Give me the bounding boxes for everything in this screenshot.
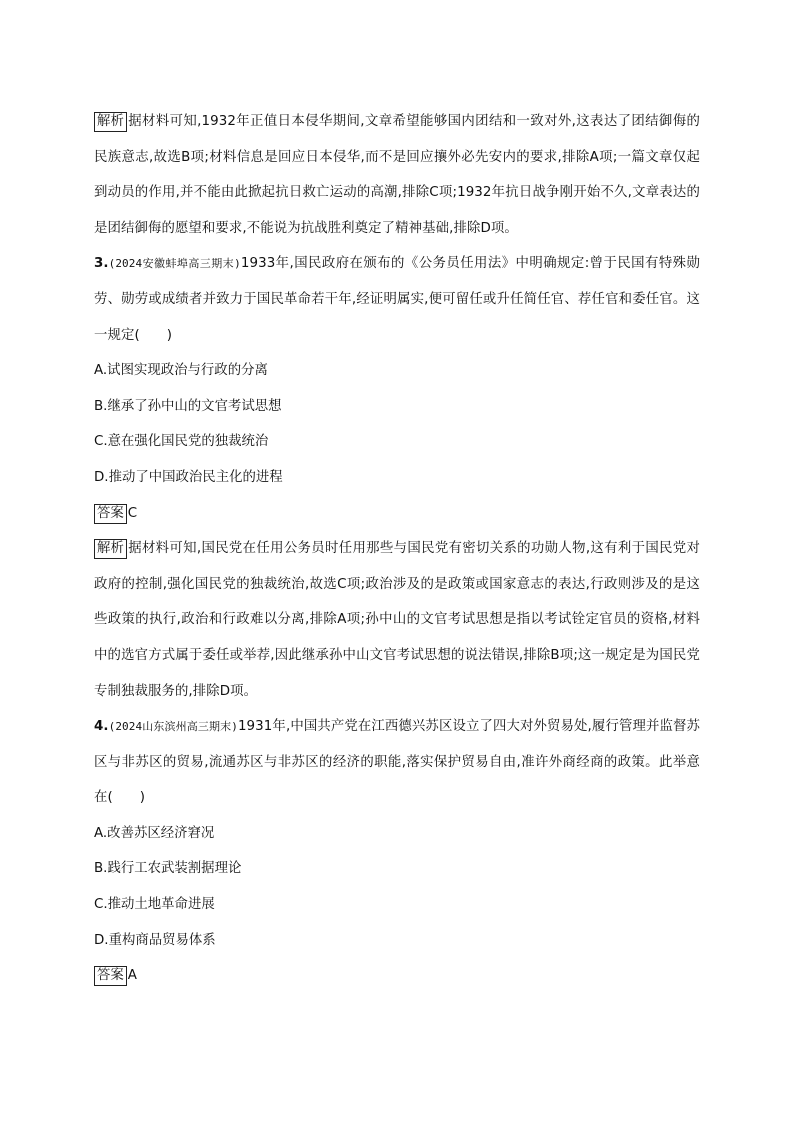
option-c: C.意在强化国民党的独裁统治 (94, 434, 269, 450)
question-number: 4. (94, 719, 109, 735)
analysis-text: 据材料可知,国民党在任用公务员时任用那些与国民党有密切关系的功勋人物,这有利于国民党对政府的控制,强化国民党的独裁统治,故选C项;政治涉及的是政策或国家意志的表达,行政则涉及的是这些政策的执行,政治和行政难以分离,排除A项;孙中山的文官考试思想是指以考试铨定官员的资格,材料中的选官方式属于委任或举荐,因此继承孙中山文官考试思想的说法错误,排除B项;这一规定是为国民党专制独裁服务的,排除D项。 (94, 541, 700, 699)
analysis-text: 据材料可知,1932年正值日本侵华期间,文章希望能够国内团结和一致对外,这表达了团结御侮的民族意志,故选B项;材料信息是回应日本侵华,而不是回应攘外必先安内的要求,排除A项;一篇文章仅起到动员的作用,并不能由此掀起抗日救亡运动的高潮,排除C项;1932年抗日战争刚开始不久,文章表达的是团结御侮的愿望和要求,不能说为抗战胜利奠定了精神基础,排除D项。 (94, 114, 700, 236)
option-a: A.试图实现政治与行政的分离 (94, 363, 268, 379)
answer-value: C (127, 505, 138, 521)
analysis-block-q3 (94, 531, 700, 709)
answer-line-q3 (94, 496, 700, 532)
option-c: C.推动土地革命进展 (94, 897, 215, 913)
analysis-block-q2 (94, 104, 700, 246)
question-number: 3. (94, 256, 109, 272)
option-d: D.重构商品贸易体系 (94, 932, 216, 948)
option-a: A.改善苏区经济窘况 (94, 825, 215, 841)
analysis-label: 解析 (94, 112, 127, 132)
question-text: 1931年,中国共产党在江西德兴苏区设立了四大对外贸易处,履行管理并监督苏区与非苏区的贸易,流通苏区与非苏区的经济的职能,落实保护贸易自由,准许外商经商的政策。此举意在( ) (94, 719, 700, 806)
answer-line-q4 (94, 958, 700, 994)
question-source: (2024安徽蚌埠高三期末) (108, 257, 241, 271)
analysis-label: 解析 (94, 539, 127, 559)
question-3-stem (94, 246, 700, 353)
question-source: (2024山东滨州高三期末) (108, 720, 238, 734)
answer-value: A (127, 968, 137, 984)
option-b: B.继承了孙中山的文官考试思想 (94, 398, 282, 414)
option-b: B.践行工农武装割据理论 (94, 861, 242, 877)
question-4-stem (94, 709, 700, 816)
answer-label: 答案 (94, 966, 127, 986)
answer-label: 答案 (94, 504, 127, 524)
document-page (94, 104, 700, 994)
option-d: D.推动了中国政治民主化的进程 (94, 469, 283, 485)
question-text: 1933年,国民政府在颁布的《公务员任用法》中明确规定:曾于民国有特殊勋劳、勋劳或成绩者并致力于国民革命若干年,经证明属实,便可留任或升任简任官、荐任官和委任官。这一规定( ) (94, 256, 700, 343)
